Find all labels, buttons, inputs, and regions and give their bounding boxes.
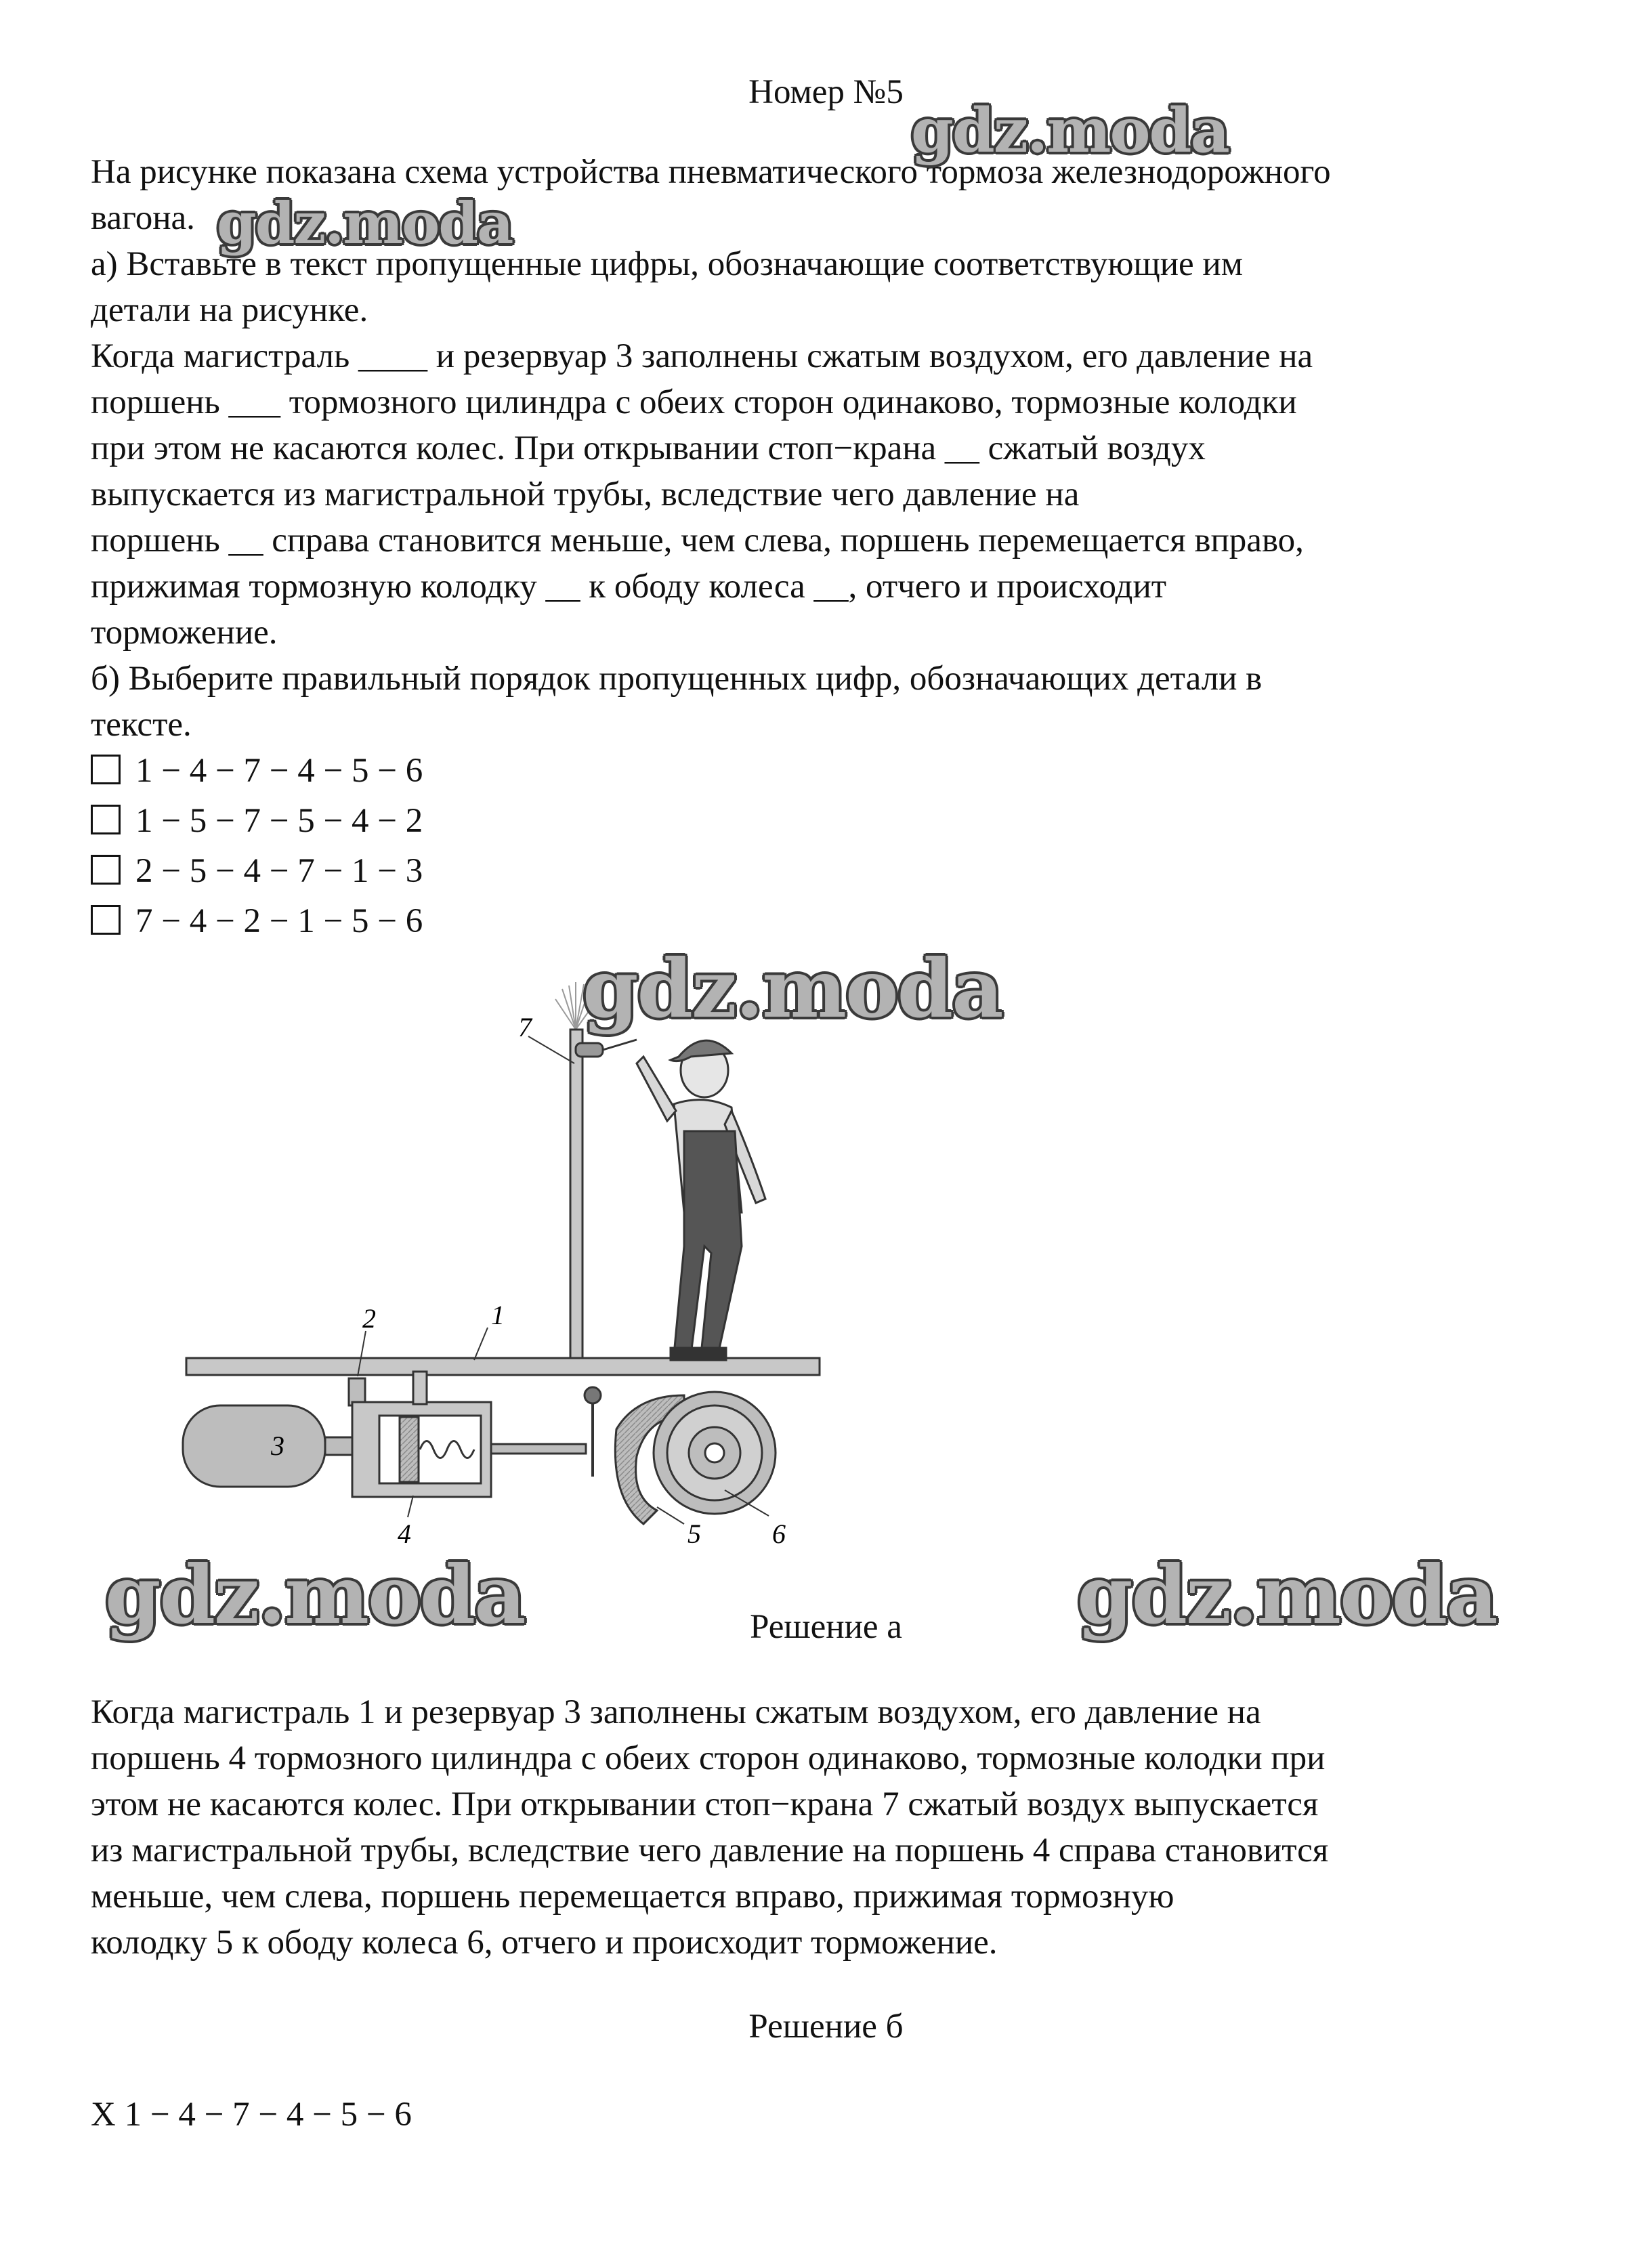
label-6: 6 [772, 1519, 786, 1549]
answer-option[interactable] [91, 849, 423, 893]
label-2: 2 [362, 1303, 376, 1334]
watermark: gdz.moda [217, 190, 513, 257]
solution-b-heading: Решение б [748, 2008, 904, 2046]
checkbox-icon[interactable] [91, 755, 121, 784]
checkbox-icon[interactable] [91, 805, 121, 834]
gap-text-line: при этом не касаются колес. При открывании стоп−крана __ сжатый воздух [91, 429, 1206, 467]
answer-option[interactable] [91, 799, 423, 843]
option-label: 2 − 5 − 4 − 7 − 1 − 3 [135, 852, 423, 890]
gap-text-line: прижимая тормозную колодку __ к ободу колеса __, отчего и происходит [91, 568, 1167, 606]
label-4: 4 [398, 1519, 411, 1549]
gap-text-line: поршень ___ тормозного цилиндра с обеих сторон одинаково, тормозные колодки [91, 383, 1297, 421]
part-b-task: тексте. [91, 706, 192, 744]
page-title: Номер №5 [748, 73, 904, 111]
stop-valve-icon [576, 1040, 637, 1057]
solution-a-heading: Решение а [750, 1608, 902, 1646]
checkbox-icon[interactable] [91, 905, 121, 935]
watermark: gdz.moda [583, 941, 1002, 1036]
watermark: gdz.moda [1077, 1548, 1497, 1642]
air-reservoir [183, 1405, 325, 1487]
answer-option[interactable] [91, 899, 423, 943]
label-5: 5 [687, 1519, 701, 1549]
solution-a-line: поршень 4 тормозного цилиндра с обеих сторон одинаково, тормозные колодки при [91, 1739, 1326, 1777]
solution-a-line: Когда магистраль 1 и резервуар 3 заполнены сжатым воздухом, его давление на [91, 1693, 1261, 1731]
option-label: 1 − 4 − 7 − 4 − 5 − 6 [135, 752, 423, 790]
label-3: 3 [271, 1431, 284, 1461]
intro-line: вагона. [91, 199, 195, 237]
label-1: 1 [491, 1300, 505, 1330]
option-label: 7 − 4 − 2 − 1 − 5 − 6 [135, 902, 423, 940]
solution-a-line: меньше, чем слева, поршень перемещается вправо, прижимая тормозную [91, 1878, 1174, 1915]
intro-line: На рисунке показана схема устройства пневматического тормоза железнодорожного [91, 153, 1331, 191]
wheel-6 [654, 1392, 776, 1514]
gap-text-line: Когда магистраль ____ и резервуар 3 заполнены сжатым воздухом, его давление на [91, 337, 1313, 375]
solution-a-line: этом не касаются колес. При открывании стоп−крана 7 сжатый воздух выпускается [91, 1785, 1319, 1823]
watermark: gdz.moda [105, 1548, 525, 1642]
solution-b-answer: X 1 − 4 − 7 − 4 − 5 − 6 [91, 2096, 412, 2134]
vertical-pipe [570, 1030, 583, 1368]
solution-a-line: колодку 5 к ободу колеса 6, отчего и происходит торможение. [91, 1924, 998, 1962]
brake-diagram [169, 962, 847, 1571]
piston-4 [400, 1417, 419, 1482]
gap-text-line: поршень __ справа становится меньше, чем слева, поршень перемещается вправо, [91, 522, 1304, 559]
checkbox-icon[interactable] [91, 855, 121, 885]
solution-a-line: из магистральной трубы, вследствие чего давление на поршень 4 справа становится [91, 1832, 1329, 1869]
worker-figure [637, 1040, 765, 1360]
part-a-task: а) Вставьте в текст пропущенные цифры, обозначающие соответствующие им [91, 245, 1243, 283]
watermark: gdz.moda [911, 95, 1229, 167]
part-b-task: б) Выберите правильный порядок пропущенных цифр, обозначающих детали в [91, 660, 1263, 698]
part-a-task: детали на рисунке. [91, 291, 368, 329]
gap-text-line: выпускается из магистральной трубы, вследствие чего давление на [91, 475, 1080, 513]
label-7: 7 [518, 1012, 532, 1042]
gap-text-line: торможение. [91, 614, 278, 652]
answer-option[interactable] [91, 749, 423, 792]
option-label: 1 − 5 − 7 − 5 − 4 − 2 [135, 802, 423, 840]
